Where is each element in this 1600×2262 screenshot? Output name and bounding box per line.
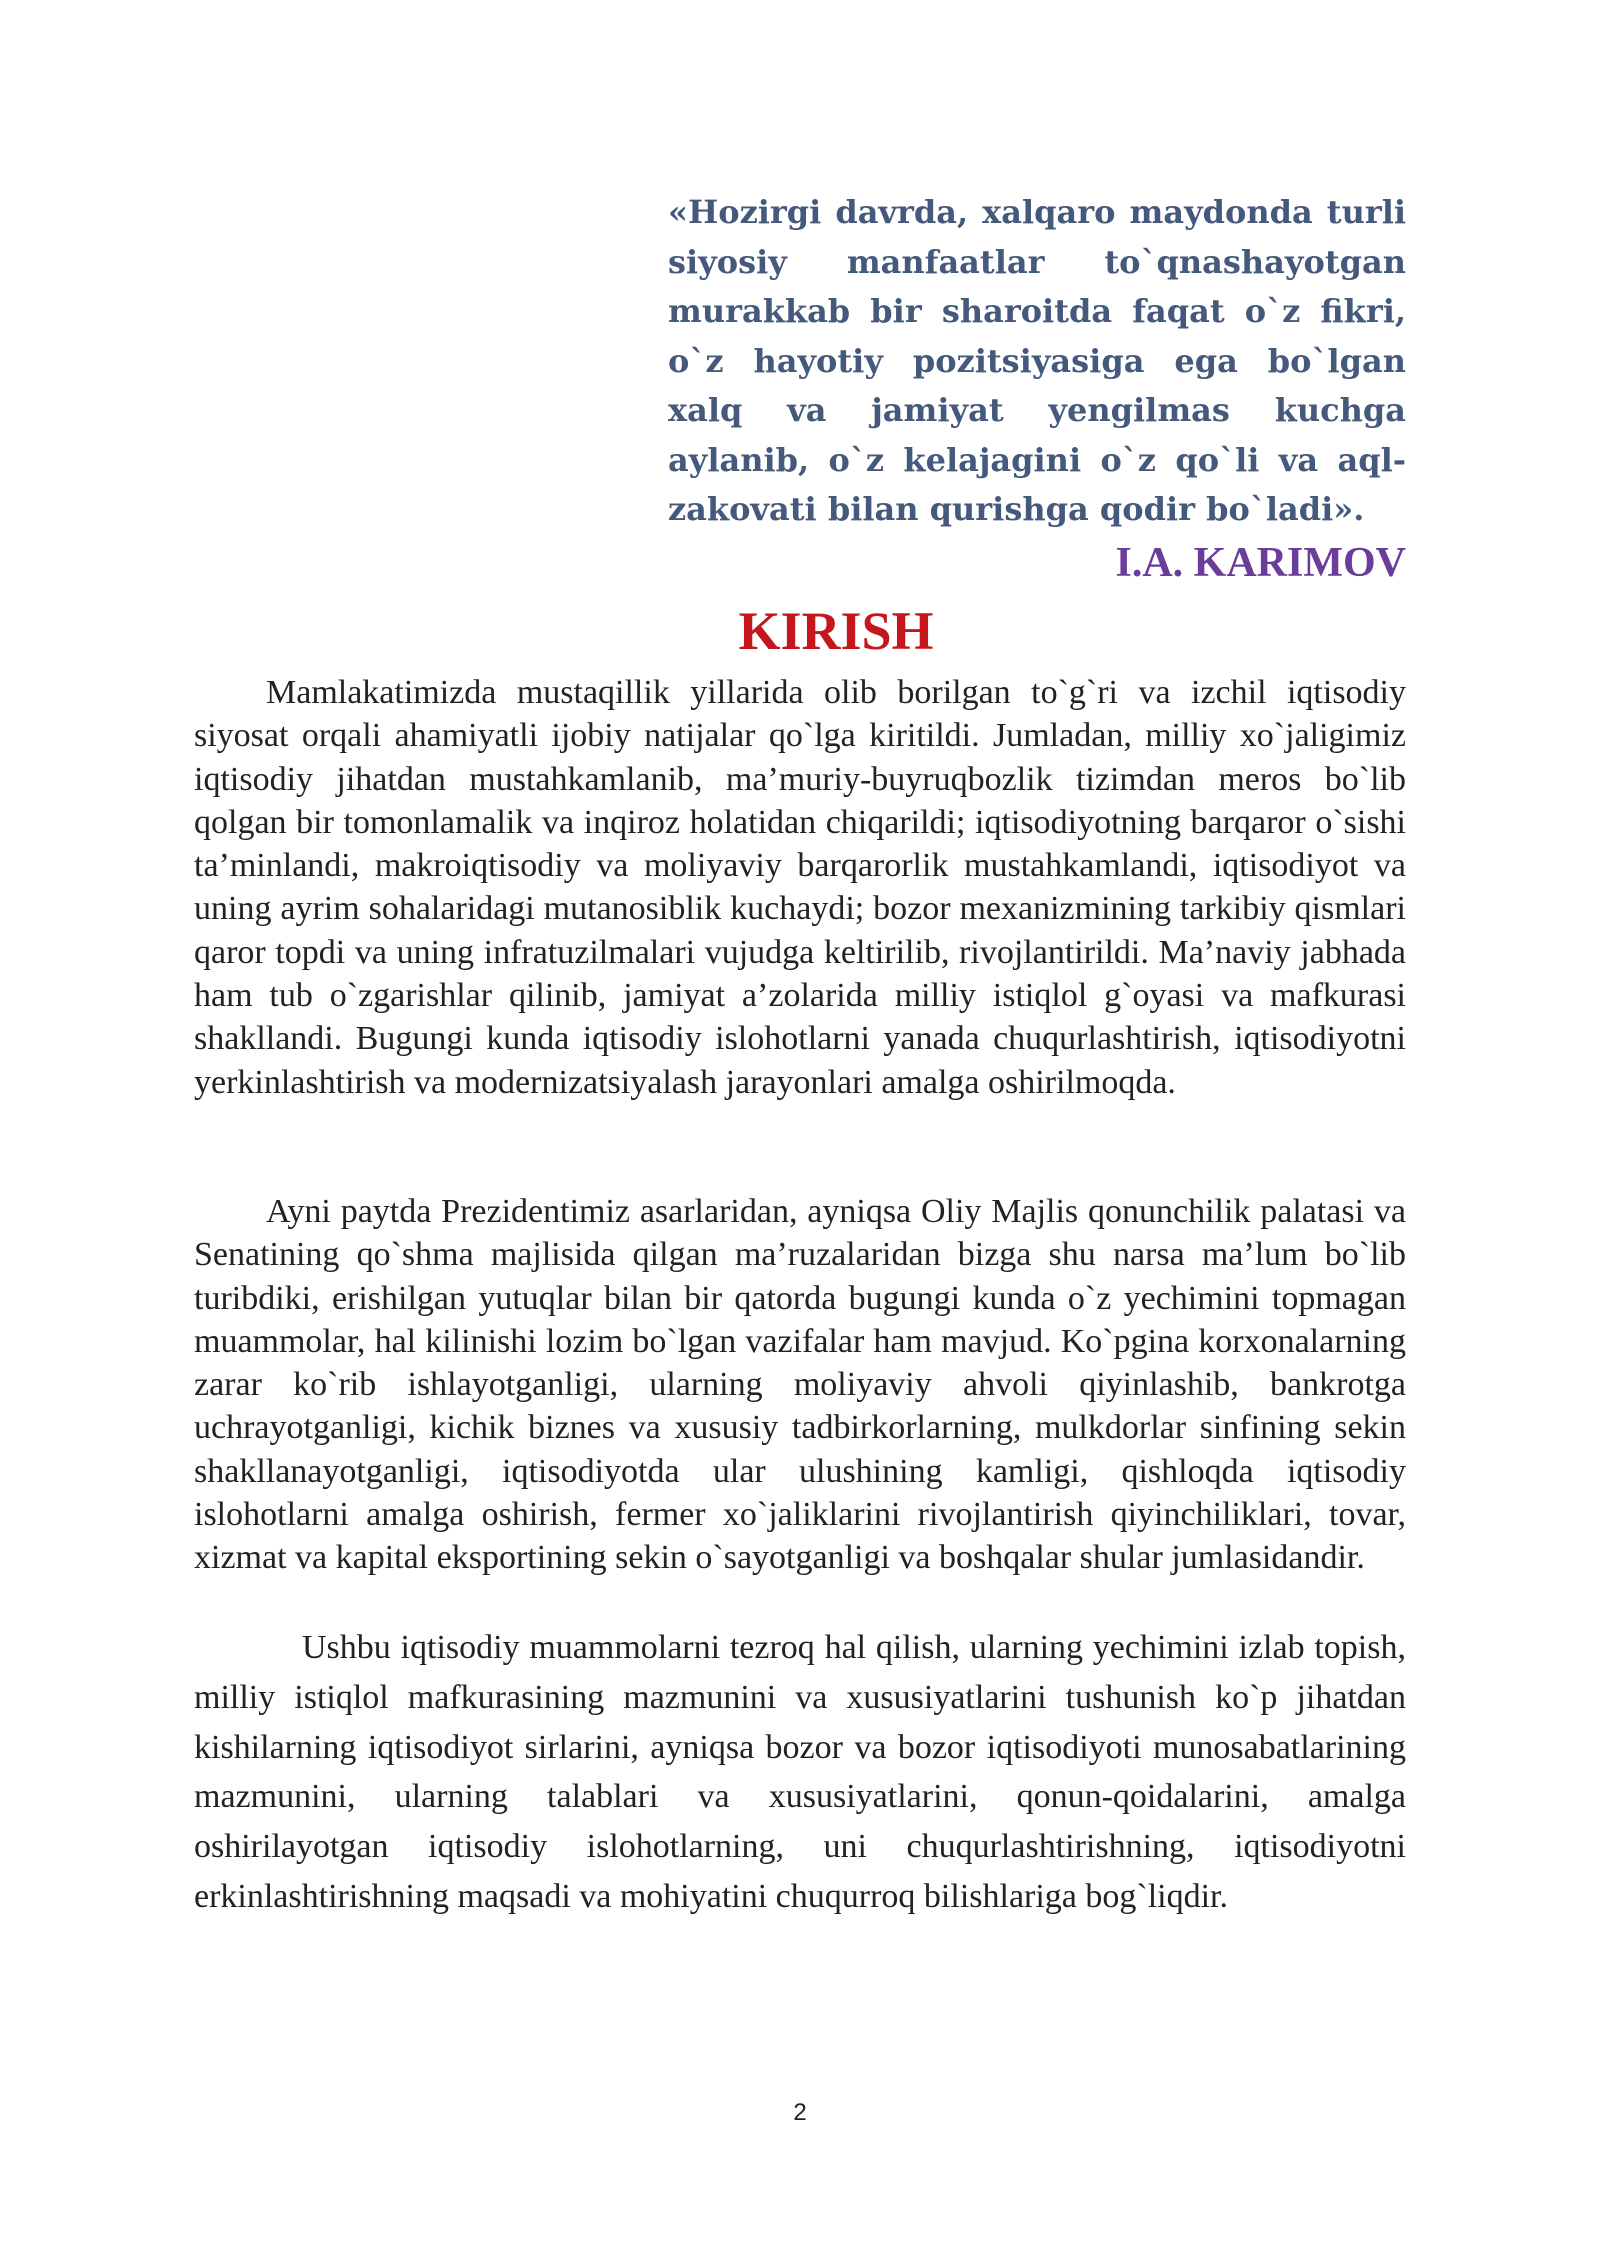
body-paragraph: Ayni paytda Prezidentimiz asarlaridan, ayniqsa Oliy Majlis qonunchilik palatasi va Senatining qo`shma majlisida qilgan ma’ruzalaridan bizga shu narsa ma’lum bo`lib turibdiki, erishilgan yutuqlar bilan bir qatorda bugungi kunda o`z yechimini topmagan muammolar, hal kilinishi lozim bo`lgan vazifalar ham mavjud. Ko`pgina korxonalarning zarar ko`rib ishlayotganligi, ularning moliyaviy ahvoli qiyinlashib, bankrotga uchrayotganligi, kichik biznes va xususiy tadbirkorlarning, mulkdorlar sinfining sekin shakllanayotganligi, iqtisodiyotda ular ulushining kamligi, qishloqda iqtisodiy islohotlarni amalga oshirish, fermer xo`jaliklarini rivojlantirish qiyinchiliklari, tovar, xizmat va kapital eksportining sekin o`sayotganligi va boshqalar shular jumlasidandir. xyxy=(194,1193,1406,1577)
epigraph-quote: «Hozirgi davrda, xalqaro maydonda turli siyosiy manfaatlar to`qnashayotgan murakkab bir sharoitda faqat o`z fikri, o`z hayotiy pozitsiyasiga ega bo`lgan xalq va jamiyat yengilmas kuchga aylanib, o`z kelajagini o`z qo`li va aql-zakovati bilan qurishga qodir bo`ladi». xyxy=(668,193,1406,528)
body-paragraph: Ushbu iqtisodiy muammolarni tezroq hal qilish, ularning yechimini izlab topish, milliy istiqlol mafkurasining mazmunini va xususiyatlarini tushunish ko`p jihatdan kishilarning iqtisodiyot sirlarini, ayniqsa bozor va bozor iqtisodiyoti munosabatlarining mazmunini, ularning talablari va xususiyatlarini, qonun-qoidalarini, amalga oshirilayotgan iqtisodiy islohotlarning, uni chuqurlashtirishning, iqtisodiyotni erkinlashtirishning maqsadi va mohiyatini chuqurroq bilishlariga bog`liqdir. xyxy=(194,1629,1406,1915)
body-paragraph: Mamlakatimizda mustaqillik yillarida olib borilgan to`g`ri va izchil iqtisodiy siyosat orqali ahamiyatli ijobiy natijalar qo`lga kiritildi. Jumladan, milliy xo`jaligimiz iqtisodiy jihatdan mustahkamlanib, ma’muriy-buyruqbozlik tizimdan meros bo`lib qolgan bir tomonlamalik va inqiroz holatidan chiqarildi; iqtisodiyotning barqaror o`sishi ta’minlandi, makroiqtisodiy va moliyaviy barqarorlik mustahkamlandi, iqtisodiyot va uning ayrim sohalaridagi mutanosiblik kuchaydi; bozor mexanizmining tarkibiy qismlari qaror topdi va uning infratuzilmalari vujudga keltirilib, rivojlantirildi. Ma’naviy jabhada ham tub o`zgarishlar qilinib, jamiyat a’zolarida milliy istiqlol g`oyasi va mafkurasi shakllandi. Bugungi kunda iqtisodiy islohotlarni yanada chuqurlashtirish, iqtisodiyotni yerkinlashtirish va modernizatsiyalash jarayonlari amalga oshirilmoqda. xyxy=(194,674,1406,1101)
section-heading: KIRISH xyxy=(738,601,934,661)
epigraph-author: I.A. KARIMOV xyxy=(1115,540,1406,586)
page-number: 2 xyxy=(793,2099,807,2126)
